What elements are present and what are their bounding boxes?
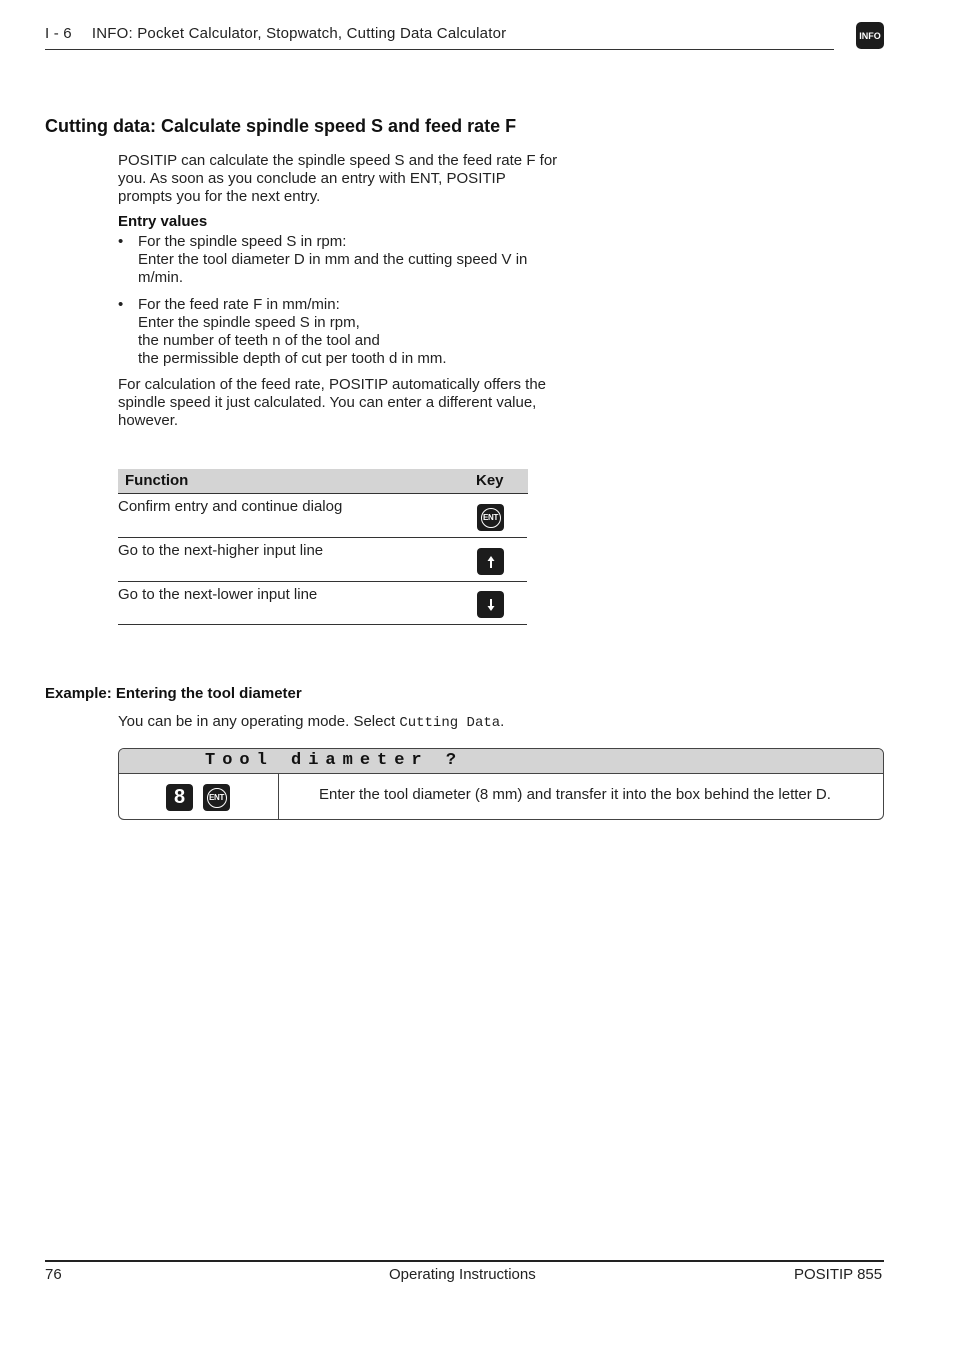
function-label: Go to the next-lower input line	[118, 586, 318, 603]
digit-8-key-icon: 8	[166, 784, 193, 811]
bullet-line: m/min.	[138, 269, 183, 286]
table-row	[118, 494, 527, 538]
column-header-key: Key	[476, 472, 504, 489]
running-header-title: INFO: Pocket Calculator, Stopwatch, Cutting Data Calculator	[91, 25, 507, 42]
intro-paragraph	[118, 152, 598, 206]
info-badge: INFO	[856, 22, 884, 49]
dialog-instruction: Enter the tool diameter (8 mm) and transfer it into the box behind the letter D.	[319, 786, 831, 803]
column-header-function: Function	[125, 472, 189, 489]
table-row	[118, 582, 527, 625]
softkey-name: Cutting Data	[399, 715, 501, 731]
ent-key-icon: ENT	[203, 784, 230, 811]
bullet-item	[118, 296, 598, 370]
bullet-line: the permissible depth of cut per tooth d in mm.	[138, 350, 447, 367]
page-number: 76	[45, 1266, 62, 1283]
table-header	[118, 469, 528, 494]
table-row	[118, 538, 527, 582]
note-line: however.	[118, 412, 179, 429]
section-title: Cutting data: Calculate spindle speed S and feed rate F	[45, 116, 517, 136]
bullet-line: Enter the spindle speed S in rpm,	[138, 314, 360, 331]
entry-values-heading: Entry values	[118, 213, 208, 230]
feed-rate-note	[118, 376, 598, 430]
bullet-line: Enter the tool diameter D in mm and the cutting speed V in	[138, 251, 528, 268]
example-instruction	[118, 713, 504, 731]
bullet-item	[118, 233, 598, 289]
example-text-end: .	[500, 713, 505, 730]
bullet-line: For the spindle speed S in rpm:	[138, 233, 347, 250]
ent-key-icon: ENT	[477, 504, 504, 531]
arrow-up-key-icon	[477, 548, 504, 575]
function-label: Go to the next-higher input line	[118, 542, 324, 559]
footer-product: POSITIP 855	[794, 1266, 883, 1283]
dialog-keys	[119, 774, 279, 820]
intro-line: prompts you for the next entry.	[118, 188, 321, 205]
header-rule	[45, 49, 834, 50]
bullet-dot: •	[118, 233, 124, 250]
running-header	[45, 25, 506, 42]
note-line: spindle speed it just calculated. You can enter a different value,	[118, 394, 537, 411]
bullet-line: the number of teeth n of the tool and	[138, 332, 380, 349]
example-text: You can be in any operating mode. Select	[118, 713, 396, 730]
dialog-prompt: Tool diameter ?	[205, 751, 464, 770]
intro-line: you. As soon as you conclude an entry with ENT, POSITIP	[118, 170, 506, 187]
bullet-dot: •	[118, 296, 124, 313]
footer-rule	[45, 1260, 884, 1262]
bullet-line: For the feed rate F in mm/min:	[138, 296, 340, 313]
arrow-down-key-icon	[477, 591, 504, 618]
example-heading: Example: Entering the tool diameter	[45, 685, 302, 702]
note-line: For calculation of the feed rate, POSITIP automatically offers the	[118, 376, 546, 393]
section-number: I - 6	[45, 25, 72, 42]
footer-center: Operating Instructions	[389, 1266, 536, 1283]
intro-line: POSITIP can calculate the spindle speed S and the feed rate F for	[118, 152, 558, 169]
function-label: Confirm entry and continue dialog	[118, 498, 343, 515]
dialog-prompt-bar	[119, 749, 883, 774]
dialog-box	[118, 748, 884, 820]
